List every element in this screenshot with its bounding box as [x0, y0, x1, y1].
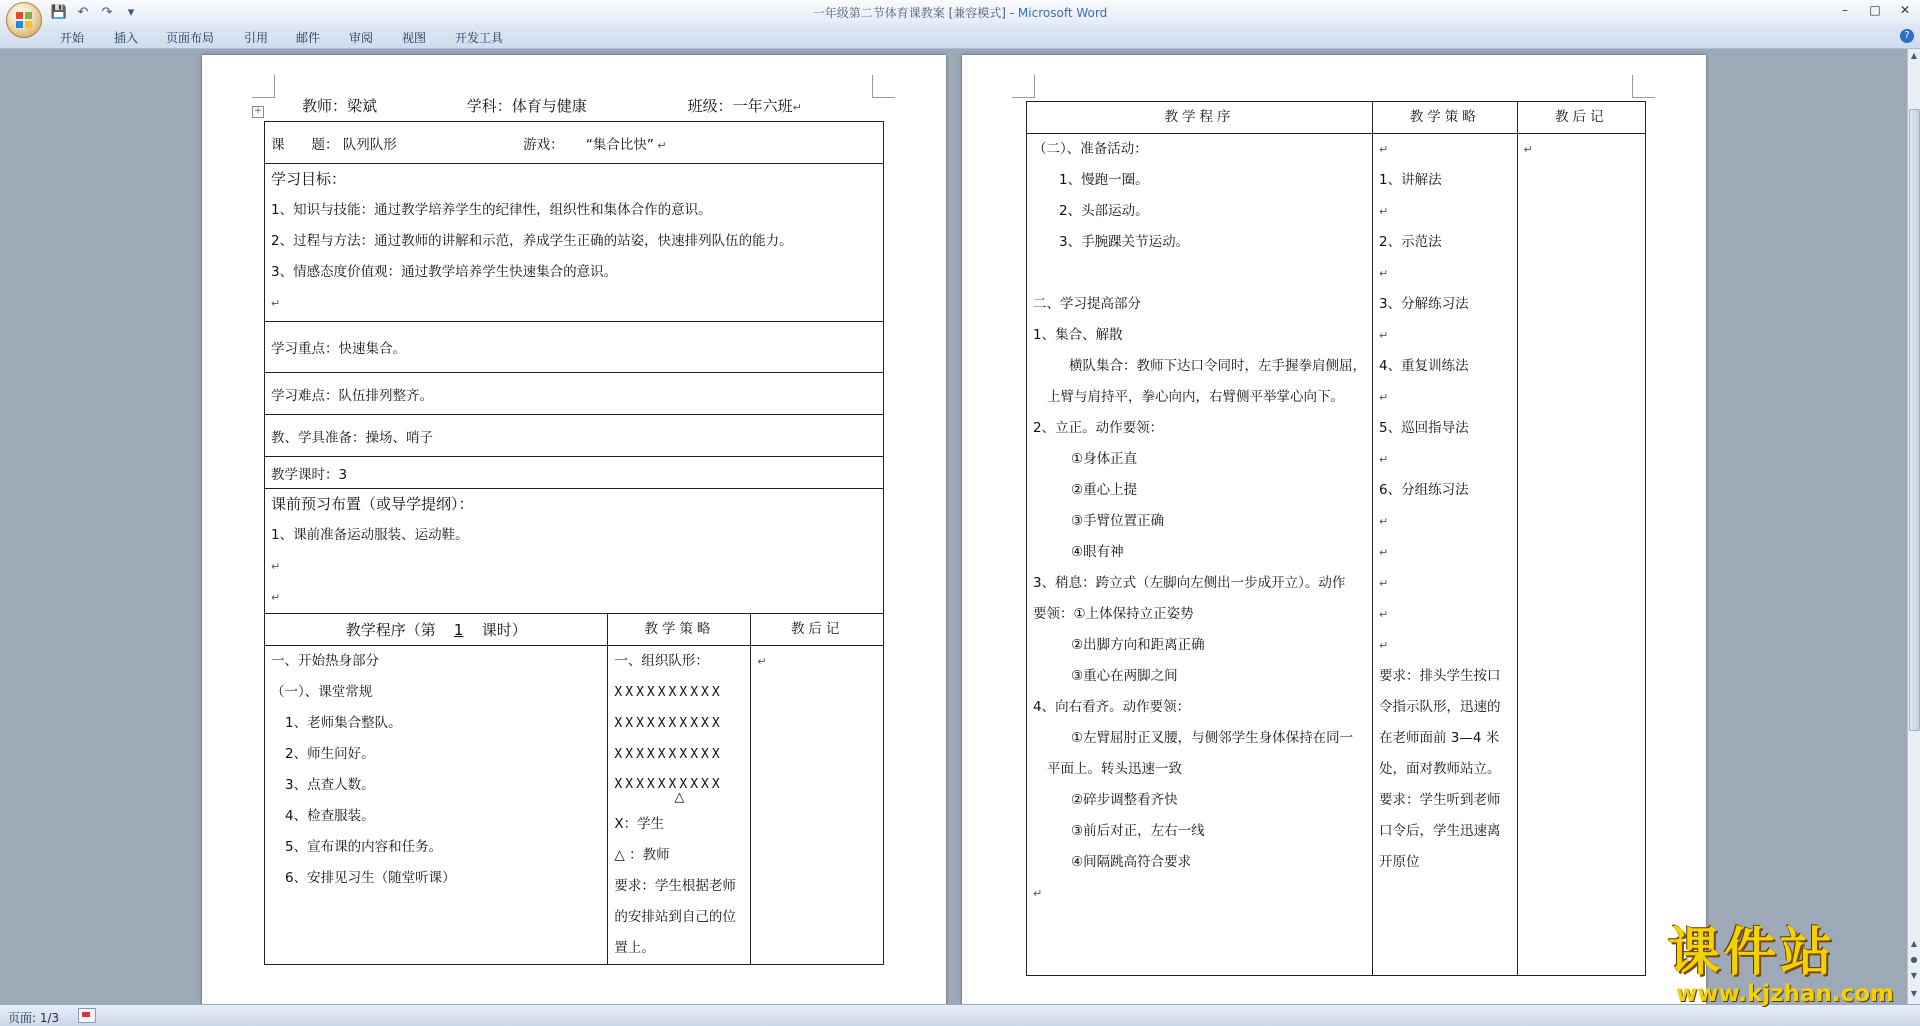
- window-title: [0, 4, 1920, 21]
- program-line: （二）、准备活动：: [1033, 141, 1148, 157]
- program-line: 3、稍息：跨立式（左脚向左侧出一步成开立）。动作: [1033, 575, 1346, 591]
- objectives-cell[interactable]: 学习目标： 1、知识与技能：通过教学培养学生的纪律性，组织性和集体合作的意识。 2、过程与方法：通过教师的讲解和示范，养成学生正确的站姿，快速排列队伍的能力。 3、情感态度价值观：通过教学培养学生快速集合的意识。 ↵: [265, 164, 884, 322]
- program-line: （一）、课堂常规: [271, 684, 373, 700]
- program-line: 横队集合：教师下达口令同时，左手握拳肩侧屈，: [1069, 358, 1366, 374]
- program-line: ①身体正直: [1071, 451, 1138, 467]
- office-logo-icon: [15, 11, 33, 29]
- tab-review[interactable]: 审阅: [349, 31, 374, 45]
- lesson-plan-table: [264, 121, 884, 965]
- key-point-cell[interactable]: [265, 322, 884, 373]
- game-label: 游戏：: [523, 136, 564, 153]
- watermark-url: www.kjzhan.com: [1676, 981, 1894, 1007]
- program-line: 平面上。转头迅速一致: [1047, 761, 1182, 777]
- preview-title: 课前预习布置（或导学提纲）：: [271, 495, 474, 513]
- program-header-suffix: 课时）: [481, 621, 527, 639]
- strategy-line: 处，面对教师站立。: [1379, 761, 1501, 777]
- subject-label: 学科：体育与健康: [466, 97, 587, 115]
- program-line: ②出脚方向和距离正确: [1071, 637, 1205, 653]
- program-line: 1、老师集合整队。: [285, 715, 402, 731]
- program-line: 一、开始热身部分: [271, 653, 379, 669]
- status-bar: [0, 1004, 1920, 1026]
- program-header-prefix: 教学程序（第: [345, 621, 436, 639]
- redo-icon[interactable]: ↷: [101, 4, 113, 20]
- formation-row: XXXXXXXXXX: [614, 777, 723, 792]
- formation-row: XXXXXXXXXX: [614, 685, 723, 700]
- program-header: 教学程序: [1027, 102, 1373, 134]
- program-line: 3、点查人数。: [285, 777, 375, 793]
- objective-item: 1、知识与技能：通过教学培养学生的纪律性，组织性和集体合作的意识。: [271, 202, 712, 218]
- strategy-line: X：学生: [614, 816, 665, 832]
- program-line: 2、立正。动作要领：: [1033, 420, 1164, 436]
- program-header: [265, 614, 608, 646]
- difficulty: 学习难点：队伍排列整齐。: [271, 387, 433, 404]
- preparation: 教、学具准备：操场、哨子: [271, 429, 433, 446]
- formation-row: XXXXXXXXXX: [614, 747, 723, 762]
- strategy-header: 教学策略: [1373, 102, 1518, 134]
- proofing-icon[interactable]: [78, 1008, 96, 1023]
- key-point: 学习重点：快速集合。: [271, 341, 406, 357]
- lesson-hours: 教学课时：3: [271, 466, 348, 483]
- program-line: 4、向右看齐。动作要领：: [1033, 699, 1191, 715]
- program-line: 要领：①上体保持立正姿势: [1033, 606, 1194, 622]
- formation-row: XXXXXXXXXX: [614, 716, 723, 731]
- program-cell[interactable]: （二）、准备活动： 1、慢跑一圈。 2、头部运动。 3、手腕踝关节运动。 二、学习提高部分 1、集合、解散 横队集合：教师下达口令同时，左手握拳肩侧屈， 上臂与肩持平，拳心向内，右臂侧平举掌心向下。 2、立正。动作要领： ①身体正直 ②重心上提 ③手臂位置正确 ④眼有神 3、稍息：跨立式（左脚向左侧出一步成开立）。动作 要领：①上体保持立正姿势 ②出脚方向和距离正确 ③重心在两脚之间 4、向右看齐。动作要领： ①左臂屈肘正叉腰，与侧邻学生身体保持在同一 平面上。转头迅速一致 ②碎步调整看齐快 ③前后对正，左右一线 ④间隔跳高符合要求 ↵: [1027, 134, 1373, 976]
- notes-header: 教后记: [751, 614, 884, 646]
- office-button[interactable]: [6, 2, 42, 38]
- crop-mark: [1632, 75, 1655, 98]
- window-controls: [1830, 0, 1920, 22]
- program-line: 2、头部运动。: [1059, 203, 1149, 219]
- class-label: 班级：一年六班: [687, 97, 793, 115]
- program-line: ③手臂位置正确: [1071, 513, 1165, 529]
- program-line: 6、安排见习生（随堂听课）: [285, 870, 456, 886]
- document-workspace[interactable]: [0, 49, 1908, 1004]
- strategy-cell[interactable]: [608, 646, 751, 965]
- objectives-title: 学习目标：: [271, 170, 347, 188]
- hours-cell[interactable]: [265, 457, 884, 489]
- strategy-line: 5、巡回指导法: [1379, 420, 1469, 436]
- strategy-line: 开原位: [1379, 854, 1420, 870]
- crop-mark: [252, 75, 275, 98]
- tab-home[interactable]: 开始: [60, 31, 85, 45]
- teacher-label: 教师：梁斌: [302, 97, 378, 115]
- lesson-plan-table-continued: [1026, 101, 1646, 976]
- program-line: [1033, 258, 1366, 289]
- program-line: ②重心上提: [1071, 482, 1138, 498]
- strategy-line: △ ：教师: [614, 847, 670, 863]
- program-line: 上臂与肩持平，拳心向内，右臂侧平举掌心向下。: [1047, 389, 1344, 405]
- program-line: ③前后对正，左右一线: [1071, 823, 1205, 839]
- topic-value: 队列队形: [342, 136, 397, 153]
- tab-mailings[interactable]: 邮件: [296, 31, 321, 45]
- strategy-line: 一、组织队形：: [614, 653, 709, 669]
- prev-page-icon[interactable]: ▲: [1910, 939, 1918, 948]
- strategy-line: 6、分组练习法: [1379, 482, 1469, 498]
- tab-page-layout[interactable]: 页面布局: [166, 31, 215, 45]
- teacher-triangle: △: [674, 790, 685, 805]
- strategy-line: 3、分解练习法: [1379, 296, 1469, 312]
- minimize-button[interactable]: –: [1842, 3, 1848, 17]
- crop-mark: [872, 75, 895, 98]
- scroll-down-icon[interactable]: ▼: [1910, 989, 1918, 998]
- strategy-line: 令指示队形，迅速的: [1379, 699, 1501, 715]
- title-bar: [0, 0, 1920, 24]
- watermark-logo: [1668, 923, 1908, 1009]
- strategy-cell[interactable]: ↵ 1、讲解法 ↵ 2、示范法 ↵ 3、分解练习法 ↵ 4、重复训练法 ↵ 5、巡回指导法 ↵ 6、分组练习法 ↵ ↵ ↵ ↵ ↵ 要求：排头学生按口 令指示队形，迅速的 在老师面前 3—4 米 处，面对教师站立。 要求：学生听到老师 口令后，学生迅速离 开原位: [1373, 134, 1518, 976]
- strategy-line: 置上。: [614, 940, 655, 956]
- page-2: [962, 55, 1706, 1004]
- lesson-header: 教师：梁斌 学科：体育与健康 班级：一年六班↵: [302, 97, 802, 115]
- program-line: 3、手腕踝关节运动。: [1059, 234, 1190, 250]
- strategy-line: 要求：排头学生按口: [1379, 668, 1501, 684]
- strategy-line: 4、重复训练法: [1379, 358, 1469, 374]
- program-line: ①左臂屈肘正叉腰，与侧邻学生身体保持在同一: [1071, 730, 1354, 746]
- preparation-cell[interactable]: [265, 415, 884, 457]
- preview-cell[interactable]: 课前预习布置（或导学提纲）： 1、课前准备运动服装、运动鞋。 ↵ ↵: [265, 489, 884, 614]
- strategy-line: 1、讲解法: [1379, 172, 1442, 188]
- crop-mark: [1012, 75, 1035, 98]
- undo-icon[interactable]: ↶: [77, 4, 89, 20]
- strategy-line: 在老师面前 3—4 米: [1379, 730, 1500, 746]
- notes-cell[interactable]: ↵: [751, 646, 884, 965]
- program-line: ②碎步调整看齐快: [1071, 792, 1178, 808]
- program-cell[interactable]: [265, 646, 608, 965]
- table-move-handle[interactable]: +: [252, 106, 264, 118]
- program-line: ④眼有神: [1071, 544, 1124, 560]
- program-line: 1、慢跑一圈。: [1059, 172, 1149, 188]
- save-icon[interactable]: 💾: [50, 4, 68, 20]
- scroll-up-icon[interactable]: ▲: [1910, 51, 1918, 60]
- maximize-button[interactable]: □: [1869, 3, 1881, 17]
- strategy-line: 要求：学生听到老师: [1379, 792, 1501, 808]
- ribbon-tab-bar: [0, 24, 1920, 49]
- program-line: 4、检查服装。: [285, 808, 375, 824]
- vertical-scrollbar[interactable]: [1907, 49, 1920, 1004]
- scrollbar-thumb[interactable]: [1909, 109, 1920, 731]
- strategy-line: 2、示范法: [1379, 234, 1442, 250]
- difficulty-cell[interactable]: [265, 373, 884, 415]
- topic-row[interactable]: 课 题： 队列队形 游戏： “集合比快” ↵: [265, 122, 884, 164]
- page-1: [202, 55, 946, 1004]
- topic-label: 课 题：: [271, 136, 339, 153]
- objective-item: 2、过程与方法：通过教师的讲解和示范，养成学生正确的站姿，快速排列队伍的能力。: [271, 233, 793, 249]
- tab-developer[interactable]: 开发工具: [455, 31, 504, 45]
- close-button[interactable]: ✕: [1899, 3, 1911, 17]
- notes-header: 教后记: [1517, 102, 1645, 134]
- notes-cell[interactable]: ↵: [1517, 134, 1645, 976]
- next-page-icon[interactable]: ▼: [1910, 971, 1918, 980]
- strategy-line: 的安排站到自己的位: [614, 909, 736, 925]
- strategy-line: 口令后，学生迅速离: [1379, 823, 1501, 839]
- objective-item: 3、情感态度价值观：通过教学培养学生快速集合的意识。: [271, 264, 618, 280]
- help-icon[interactable]: ?: [1900, 29, 1914, 43]
- tab-insert[interactable]: 插入: [114, 31, 139, 45]
- document-name: 一年级第二节体育课教案 [兼容模式] -: [812, 6, 1018, 20]
- program-line: ④间隔跳高符合要求: [1071, 854, 1192, 870]
- customize-qat-icon[interactable]: ▾: [127, 4, 135, 20]
- program-line: ③重心在两脚之间: [1071, 668, 1178, 684]
- app-name: Microsoft Word: [1017, 6, 1108, 20]
- strategy-line: 要求：学生根据老师: [614, 878, 736, 894]
- tab-view[interactable]: 视图: [402, 31, 427, 45]
- program-line: 2、师生问好。: [285, 746, 375, 762]
- watermark-text: 课件站: [1668, 923, 1837, 983]
- program-line: 1、集合、解散: [1033, 327, 1123, 343]
- select-browse-object-icon[interactable]: ●: [1910, 955, 1918, 964]
- tab-references[interactable]: 引用: [244, 31, 269, 45]
- lesson-number: 1: [453, 621, 464, 639]
- program-line: 二、学习提高部分: [1033, 296, 1141, 312]
- preview-item: 1、课前准备运动服装、运动鞋。: [271, 527, 469, 543]
- program-line: 5、宣布课的内容和任务。: [285, 839, 443, 855]
- page-indicator[interactable]: 页面: 1/3: [8, 1011, 60, 1025]
- strategy-header: 教学策略: [608, 614, 751, 646]
- game-value: “集合比快”: [585, 136, 654, 153]
